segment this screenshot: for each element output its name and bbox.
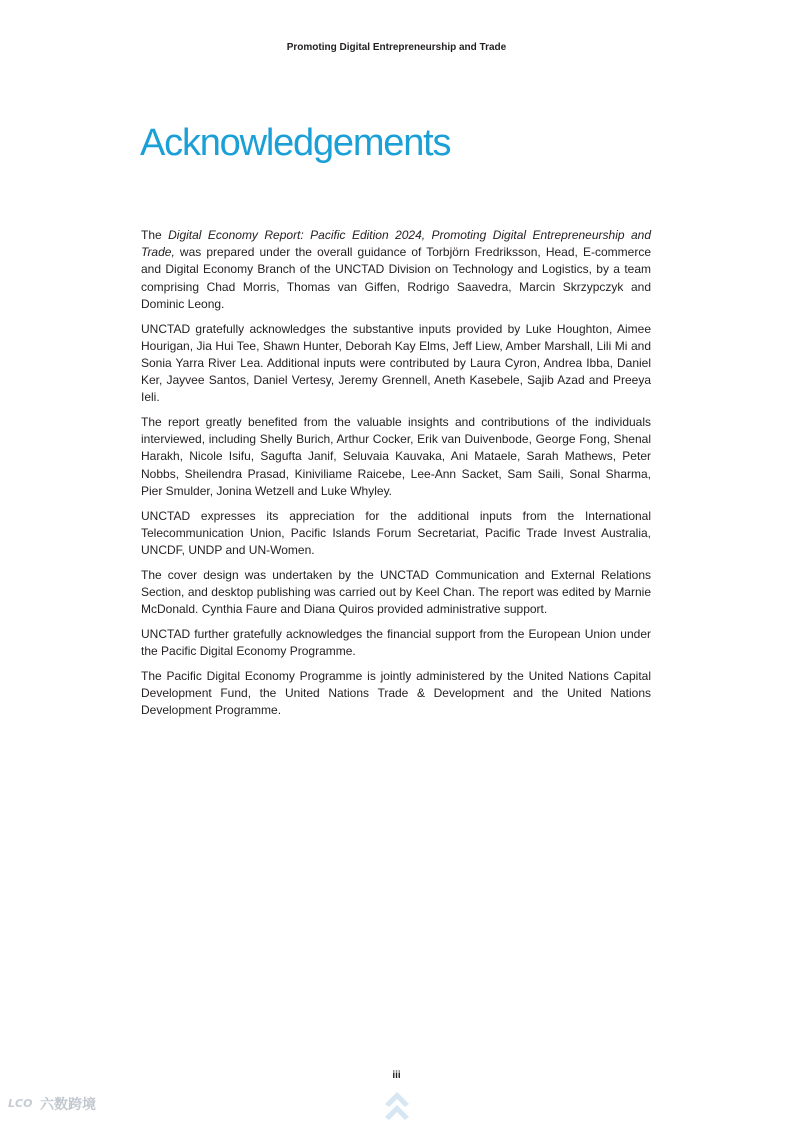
page-title: Acknowledgements (140, 122, 451, 164)
paragraph-report-preparation (141, 227, 651, 313)
paragraph-interviewees: The report greatly benefited from the valuable insights and contributions of the individuals interviewed, including Shelly Burich, Arthur Cocker, Erik van Duivenbode, George Fong, Shenal Harakh, Nicole Isifu, Sagufta Janif, Seluvaia Kauvaka, Ani Mataele, Sarah Mathews, Peter Nobbs, Sheilendra Prasad, Kiniviliame Raicebe, Lee-Ann Sacket, Sam Saili, Sonal Sharma, Pier Smulder, Jonina Wetzell and Luke Whyley. (141, 415, 651, 498)
acknowledgements-body (141, 227, 651, 727)
paragraph-continuation: was prepared under the overall guidance of Torbjörn Fredriksson, Head, E-commerce and Digital Economy Branch of the UNCTAD Division on Technology and Logistics, by a team comprising Chad Morris, Thomas van Giffen, Rodrigo Saavedra, Marcin Skrzypczyk and Dominic Leong. (141, 245, 651, 311)
watermark (8, 1094, 96, 1114)
report-title-italic: Digital Economy Report: Pacific Edition 2024, Promoting Digital Entrepreneurship and Trade, (141, 228, 651, 260)
paragraph-substantive-inputs: UNCTAD gratefully acknowledges the substantive inputs provided by Luke Houghton, Aimee Hourigan, Jia Hui Tee, Shawn Hunter, Deborah Kay Elms, Jeff Liew, Amber Marshall, Lili Mi and Sonia Yarra River Lea. Additional inputs were contributed by Laura Cyron, Andrea Ibba, Daniel Ker, Jayvee Santos, Daniel Vertesy, Jeremy Grennell, Aneth Kasebele, Sajib Azad and Preeya Ieli. (141, 321, 651, 405)
paragraph-lead: The (141, 228, 169, 242)
paragraph-programme-administration: The Pacific Digital Economy Programme is jointly administered by the United Nations Capital Development Fund, the United Nations Trade & Development and the United Nations Development Programme. (141, 668, 651, 718)
paragraph-design-publishing: The cover design was undertaken by the UNCTAD Communication and External Relations Section, and desktop publishing was carried out by Keel Chan. The report was edited by Marnie McDonald. Cynthia Faure and Diana Quiros provided administrative support. (141, 567, 651, 617)
paragraph-additional-inputs: UNCTAD expresses its appreciation for the additional inputs from the International Telecommunication Union, Pacific Islands Forum Secretariat, Pacific Trade Invest Australia, UNCDF, UNDP and UN-Women. (141, 508, 651, 557)
chevron-up-double-icon[interactable] (383, 1090, 411, 1121)
watermark-logo-icon (8, 1095, 38, 1114)
running-header: Promoting Digital Entrepreneurship and Trade (286, 42, 507, 53)
svg-text:LCO: LCO (8, 1096, 33, 1110)
page-number: iii (392, 1070, 401, 1081)
watermark-text: 六数跨境 (40, 1097, 96, 1113)
paragraph-financial-support: UNCTAD further gratefully acknowledges the financial support from the European Union under the Pacific Digital Economy Programme. (141, 626, 651, 658)
